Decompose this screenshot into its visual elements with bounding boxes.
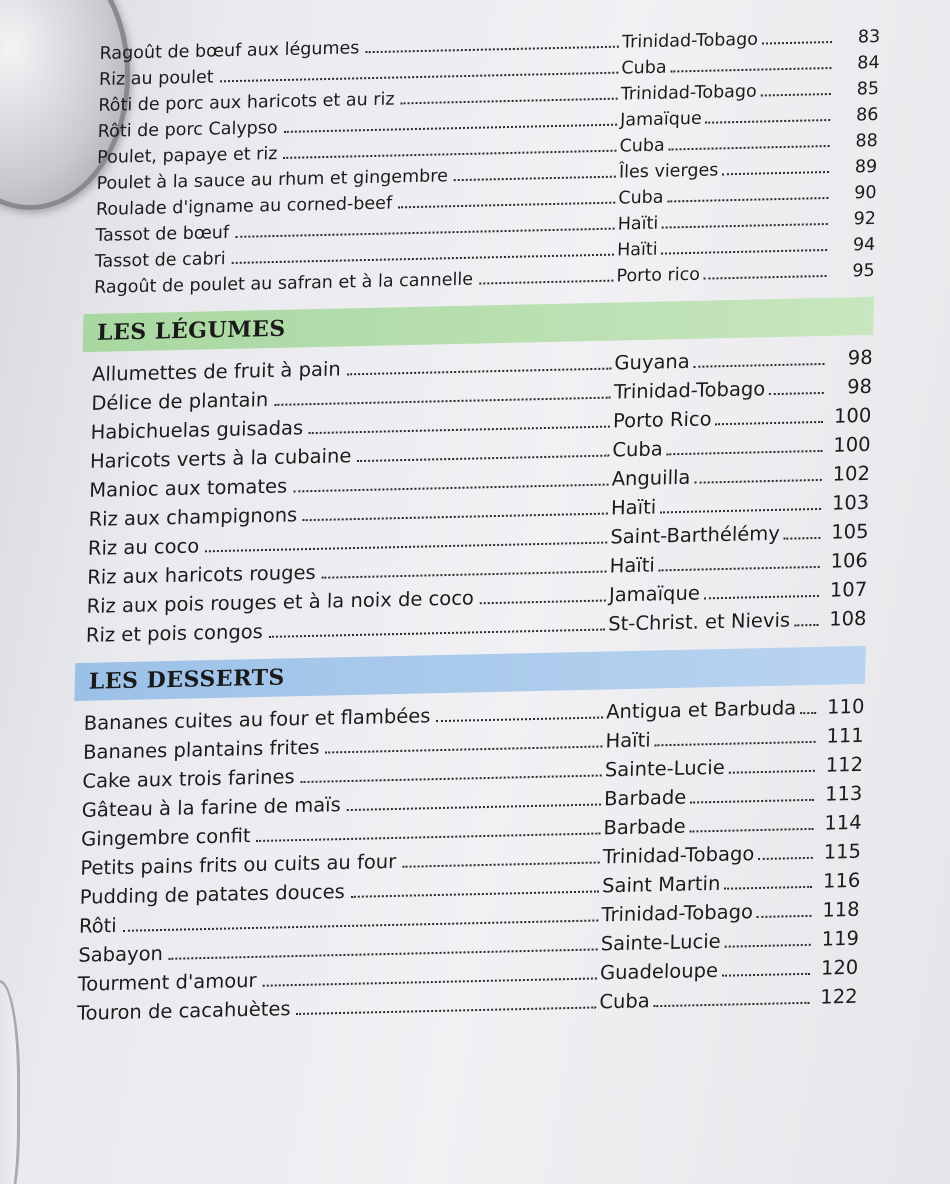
dot-leader <box>694 363 825 368</box>
dot-leader <box>689 828 813 833</box>
dish-name: Tourment d'amour <box>77 968 257 996</box>
page-number: 119 <box>821 926 860 951</box>
dish-name: Petits pains frits ou cuits au four <box>80 849 397 880</box>
country-of-origin: Guadeloupe <box>599 958 719 985</box>
page-number: 122 <box>820 984 858 1009</box>
dish-name: Manioc aux tomates <box>89 474 288 502</box>
country-of-origin: Trinidad-Tobago <box>602 842 755 869</box>
dot-leader <box>301 775 602 784</box>
dot-leader <box>365 46 619 54</box>
country-of-origin: Barbade <box>603 814 686 840</box>
dish-name: Sabayon <box>78 941 164 967</box>
dot-leader <box>729 770 815 774</box>
dot-leader <box>322 571 607 579</box>
dot-leader <box>347 803 601 811</box>
page-number: 105 <box>831 519 869 544</box>
dot-leader <box>400 98 617 105</box>
dot-leader <box>284 124 618 133</box>
country-of-origin: Jamaïque <box>608 581 701 607</box>
dot-leader <box>454 176 616 182</box>
dot-leader <box>662 223 828 229</box>
dot-leader <box>800 712 816 714</box>
country-of-origin: Anguilla <box>611 465 691 491</box>
dot-leader <box>296 1006 596 1015</box>
country-of-origin: Trinidad-Tobago <box>620 81 757 105</box>
page-number: 111 <box>826 723 865 748</box>
dish-name: Bananes cuites au four et flambées <box>83 704 431 735</box>
country-of-origin: Cuba <box>599 989 651 1014</box>
dot-leader <box>436 717 603 723</box>
dot-leader <box>309 426 610 435</box>
dot-leader <box>283 150 616 159</box>
country-of-origin: Cuba <box>612 437 664 462</box>
dish-name: Ragoût de poulet au safran et à la cannelle <box>93 269 474 298</box>
dot-leader <box>667 450 823 455</box>
dish-name: Poulet, papaye et riz <box>96 144 278 168</box>
origin-and-page <box>620 105 879 131</box>
recipe-index <box>72 17 950 1184</box>
dish-name: Riz et pois congos <box>85 620 264 647</box>
dot-leader <box>694 479 822 484</box>
dot-leader <box>303 513 608 522</box>
dish-name: Rôti de porc Calypso <box>97 118 278 142</box>
dot-leader <box>660 508 821 514</box>
dot-leader <box>661 249 827 255</box>
page-number: 115 <box>823 839 862 864</box>
country-of-origin: Trinidad-Tobago <box>601 900 754 927</box>
country-of-origin: Guyana <box>614 349 691 375</box>
page-number: 100 <box>833 403 872 428</box>
origin-and-page <box>619 131 878 157</box>
page-number: 86 <box>855 104 879 126</box>
dot-leader <box>704 275 827 280</box>
page-number: 88 <box>855 130 878 152</box>
page-number: 98 <box>847 345 873 370</box>
dot-leader <box>762 41 832 45</box>
country-of-origin: St-Christ. et Nievis <box>608 608 791 636</box>
dot-leader <box>722 171 829 175</box>
section-heading-legumes: LES LÉGUMES <box>83 297 874 352</box>
dish-name: Haricots verts à la cubaine <box>89 444 352 473</box>
dot-leader <box>655 741 816 747</box>
country-of-origin: Cuba <box>619 135 665 157</box>
origin-and-page <box>608 607 867 636</box>
top-recipe-list <box>94 23 881 298</box>
page-number: 120 <box>820 955 859 980</box>
dish-name: Habichuelas guisadas <box>90 416 304 444</box>
country-of-origin: Barbade <box>603 785 687 811</box>
section-heading-desserts: LES DESSERTS <box>74 646 865 701</box>
origin-and-page <box>618 183 877 209</box>
dot-leader <box>715 421 823 425</box>
dot-leader <box>667 197 828 203</box>
dish-name: Rôti <box>78 913 118 938</box>
dish-name: Cake aux trois farines <box>82 765 296 793</box>
page-number: 85 <box>856 78 880 100</box>
page-number: 89 <box>854 156 878 178</box>
page-number: 90 <box>853 182 877 204</box>
dish-name: Rôti de porc aux haricots et au riz <box>98 89 395 116</box>
dish-name: Riz au coco <box>87 534 200 560</box>
dot-leader <box>479 280 614 285</box>
glass-edge-decoration <box>0 980 20 1184</box>
country-of-origin: Antigua et Barbuda <box>605 696 797 724</box>
country-of-origin: Porto Rico <box>612 407 712 433</box>
dot-leader <box>725 944 811 948</box>
origin-and-page <box>616 261 875 287</box>
page-number: 107 <box>829 577 868 602</box>
dot-leader <box>357 455 609 462</box>
origin-and-page <box>621 53 880 79</box>
page-number: 106 <box>830 548 869 573</box>
country-of-origin: Haïti <box>609 553 656 578</box>
dot-leader <box>669 145 830 151</box>
dot-leader <box>761 93 831 97</box>
dish-name: Riz aux champignons <box>88 503 298 531</box>
origin-and-page <box>599 985 858 1014</box>
country-of-origin: Porto rico <box>616 264 701 287</box>
dot-leader <box>706 119 831 124</box>
dot-leader <box>654 1002 810 1007</box>
dot-leader <box>262 977 597 986</box>
country-of-origin: Sainte-Lucie <box>600 929 721 956</box>
dot-leader <box>256 832 600 841</box>
dot-leader <box>235 228 615 238</box>
country-of-origin: Cuba <box>618 187 664 209</box>
dot-leader <box>670 67 831 73</box>
dot-leader <box>351 890 599 897</box>
dish-name: Allumettes de fruit à pain <box>91 357 342 386</box>
country-of-origin: Haïti <box>610 495 657 520</box>
page-number: 113 <box>824 781 863 806</box>
page-number: 98 <box>846 374 873 399</box>
page-number: 103 <box>831 490 870 515</box>
country-of-origin: Sainte-Lucie <box>604 755 726 782</box>
dot-leader <box>220 72 619 83</box>
origin-and-page <box>617 209 876 235</box>
dot-leader <box>704 595 819 600</box>
country-of-origin: Haïti <box>605 728 651 753</box>
page-number: 112 <box>825 752 864 777</box>
country-of-origin: Saint-Barthélémy <box>610 521 781 549</box>
country-of-origin: Trinidad-Tobago <box>613 377 766 404</box>
dot-leader <box>757 915 812 918</box>
dot-leader <box>769 392 824 395</box>
page-number: 118 <box>822 897 860 922</box>
desserts-recipe-list <box>77 690 865 1025</box>
dish-name: Riz aux haricots rouges <box>87 560 316 589</box>
dot-leader <box>784 537 821 540</box>
page-number: 102 <box>832 461 871 486</box>
page-number: 95 <box>852 260 875 282</box>
legumes-recipe-list <box>86 341 873 647</box>
dish-name: Riz aux pois rouges et à la noix de coco <box>86 586 475 618</box>
page-number: 83 <box>857 26 881 48</box>
country-of-origin: Cuba <box>621 57 667 79</box>
dish-name: Touron de cacahuètes <box>76 997 291 1025</box>
dish-name: Tassot de cabri <box>94 249 226 272</box>
origin-and-page <box>619 157 878 183</box>
page-number: 108 <box>828 606 867 631</box>
dish-name: Bananes plantains frites <box>82 735 320 764</box>
page-number: 116 <box>822 868 861 893</box>
dish-name: Délice de plantain <box>91 388 269 415</box>
origin-and-page <box>617 235 876 261</box>
dot-leader <box>274 397 610 406</box>
dot-leader <box>398 202 615 209</box>
country-of-origin: Jamaïque <box>619 108 702 131</box>
dot-leader <box>724 886 812 890</box>
page-number: 100 <box>833 432 871 457</box>
dish-name: Gingembre confit <box>80 824 251 851</box>
dish-name: Poulet à la sauce au rhum et gingembre <box>96 166 449 194</box>
dish-name: Tassot de bœuf <box>95 223 230 246</box>
dish-name: Gâteau à la farine de maïs <box>81 793 342 822</box>
page-number: 114 <box>824 810 862 835</box>
dish-name: Pudding de patates douces <box>79 880 346 909</box>
dot-leader <box>659 566 820 572</box>
dish-name: Ragoût de bœuf aux légumes <box>99 38 360 64</box>
country-of-origin: Trinidad-Tobago <box>621 29 759 53</box>
dot-leader <box>690 799 814 804</box>
page-number: 110 <box>826 694 865 719</box>
dot-leader <box>269 629 605 638</box>
origin-and-page <box>621 79 880 105</box>
dish-name: Riz au poulet <box>98 67 214 90</box>
dot-leader <box>402 861 600 867</box>
page-number: 94 <box>852 234 876 256</box>
origin-and-page <box>622 27 881 53</box>
dot-leader <box>794 624 818 627</box>
dot-leader <box>293 484 609 493</box>
dot-leader <box>480 600 606 605</box>
dot-leader <box>722 973 810 977</box>
page-number: 84 <box>857 52 880 74</box>
dish-name: Roulade d'igname au corned-beef <box>95 193 393 220</box>
country-of-origin: Saint Martin <box>601 871 721 898</box>
country-of-origin: Haïti <box>616 239 658 261</box>
country-of-origin: Haïti <box>617 213 659 235</box>
country-of-origin: Îles vierges <box>618 160 719 183</box>
dot-leader <box>325 746 602 754</box>
dot-leader <box>232 254 614 264</box>
page-number: 92 <box>853 208 877 230</box>
dot-leader <box>758 857 813 860</box>
dot-leader <box>347 368 612 376</box>
